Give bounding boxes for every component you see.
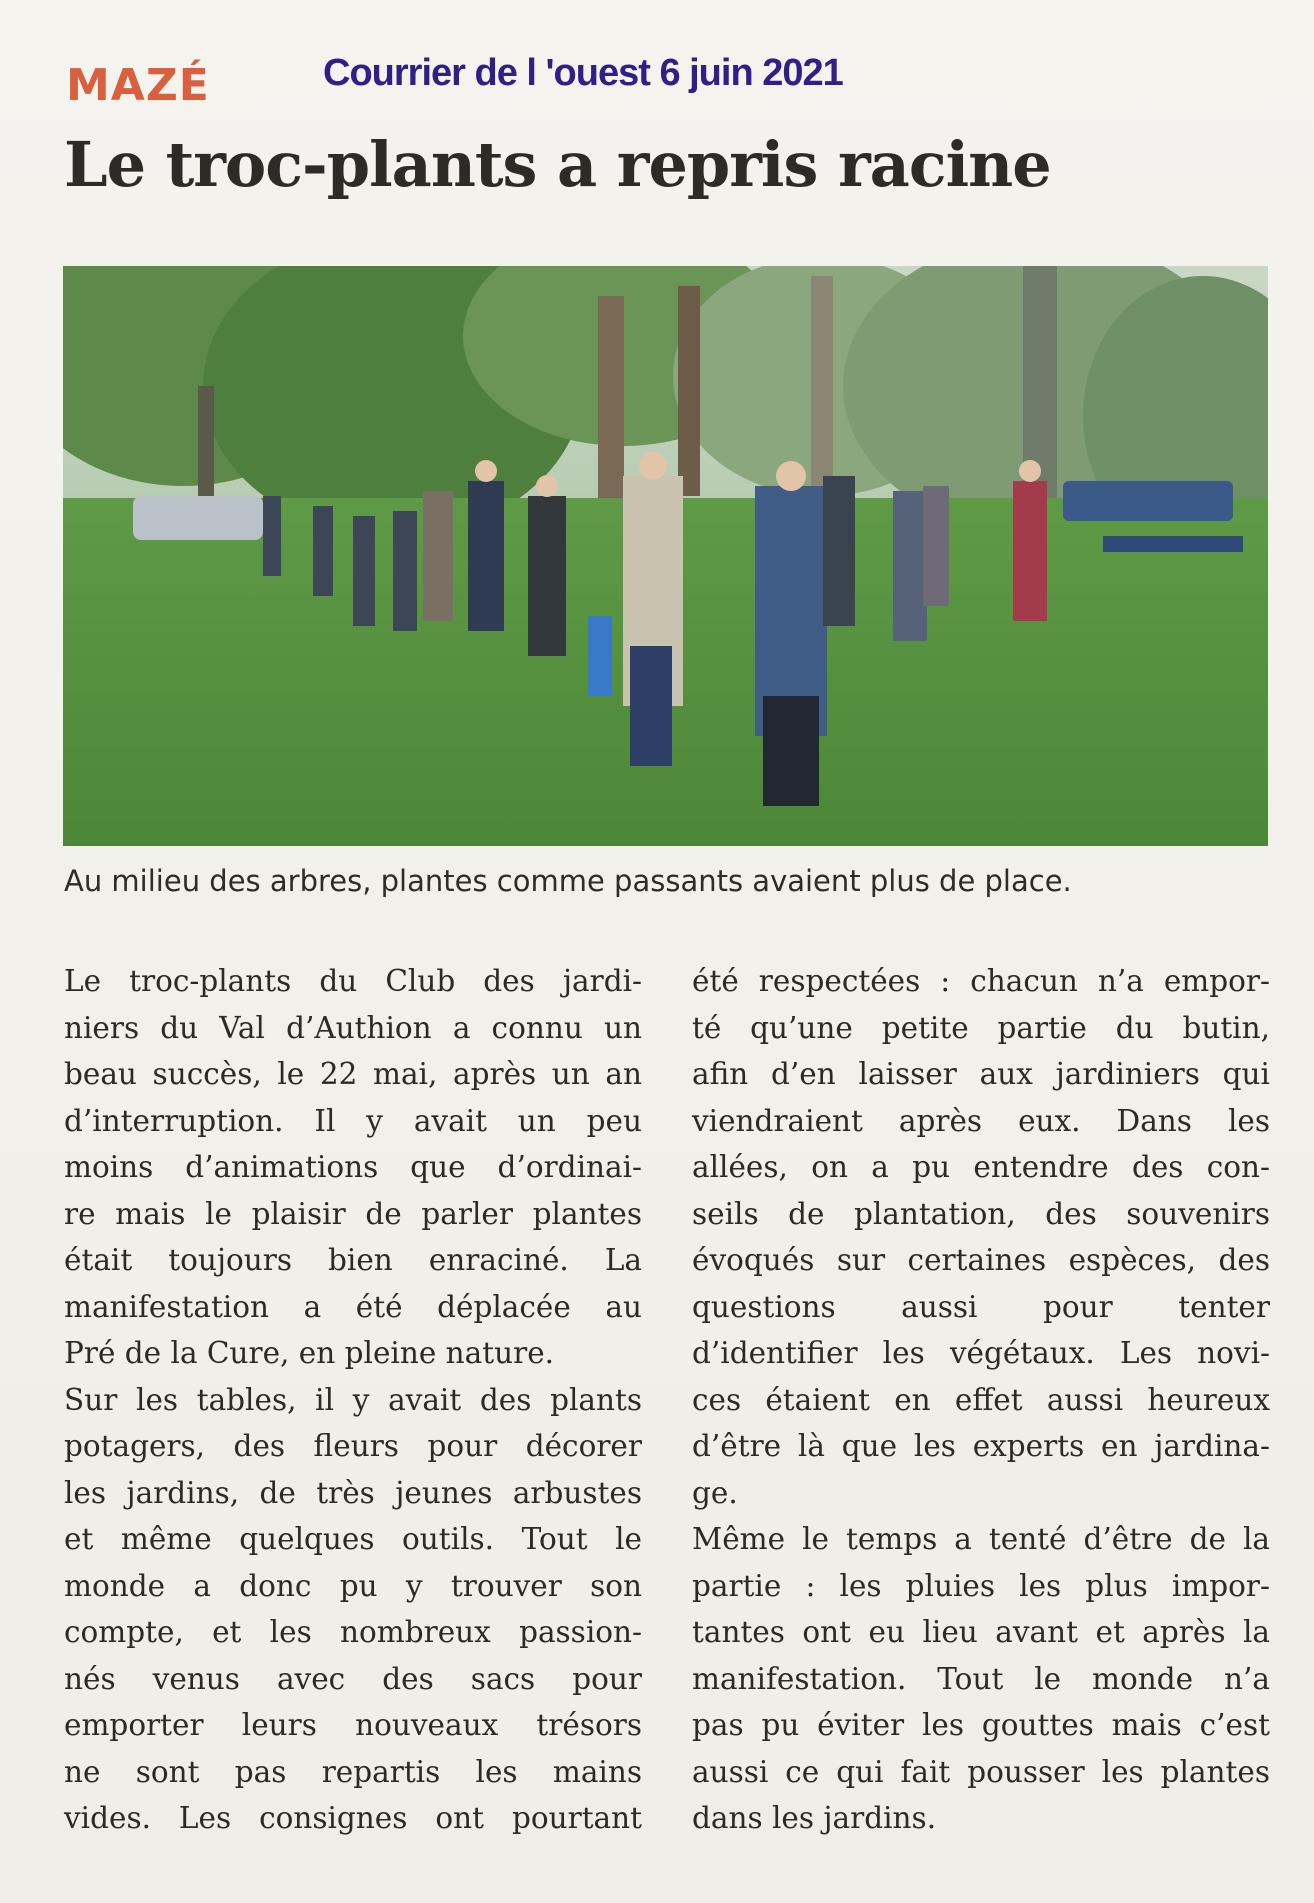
headline: Le troc-plants a repris racine [64, 128, 1051, 201]
text-line: ge. [692, 1475, 738, 1510]
text-line: tantes ont eu lieu avant et après la [692, 1615, 1270, 1649]
text-line: Sur les tables, il y avait des plants [64, 1382, 642, 1417]
text-line: été respectées : chacun n’a empor- [692, 964, 1270, 998]
text-line: compte, et les nombreux passion- [64, 1615, 642, 1649]
text-line: aussi ce qui fait pousser les plantes [692, 1754, 1270, 1789]
text-line: niers du Val d’Authion a connu un [64, 1010, 642, 1045]
text-line: partie : les pluies les plus impor- [692, 1568, 1270, 1603]
source-line: Courrier de l 'ouest 6 juin 2021 [323, 52, 843, 94]
text-line: potagers, des fleurs pour décorer [64, 1429, 642, 1463]
text-line: d’identifier les végétaux. Les novi- [692, 1336, 1270, 1370]
text-line: allées, on a pu entendre des con- [692, 1150, 1270, 1184]
photo-caption: Au milieu des arbres, plantes comme passants avaient plus de place. [64, 864, 1072, 898]
text-line: viendraient après eux. Dans les [692, 1103, 1270, 1138]
text-line: seils de plantation, des souvenirs [692, 1196, 1270, 1231]
text-line: vides. Les consignes ont pourtant [64, 1801, 642, 1835]
photo-icon [63, 266, 1268, 846]
text-line: évoqués sur certaines espèces, des [692, 1243, 1270, 1277]
text-line: les jardins, de très jeunes arbustes [64, 1475, 642, 1510]
article-column-right [692, 958, 1270, 1842]
text-line: Même le temps a tenté d’être de la [692, 1522, 1270, 1556]
text-line: Le troc-plants du Club des jardi- [64, 964, 642, 998]
text-line: et même quelques outils. Tout le [64, 1522, 642, 1556]
text-line: moins d’animations que d’ordinai- [64, 1150, 642, 1184]
text-line: nés venus avec des sacs pour [64, 1661, 642, 1696]
text-line: manifestation a été déplacée au [64, 1289, 642, 1324]
text-line: té qu’une petite partie du butin, [692, 1010, 1270, 1045]
text-line: d’être là que les experts en jardina- [692, 1429, 1270, 1463]
text-line: ces étaient en effet aussi heureux [692, 1382, 1270, 1417]
text-line: dans les jardins. [692, 1801, 937, 1835]
text-line: Pré de la Cure, en pleine nature. [64, 1336, 555, 1370]
text-line: re mais le plaisir de parler plantes [64, 1196, 642, 1231]
section-kicker: MAZÉ [66, 60, 210, 111]
text-line: ne sont pas repartis les mains [64, 1754, 642, 1789]
text-line: était toujours bien enraciné. La [64, 1243, 642, 1277]
article-photo [63, 266, 1268, 846]
text-line: beau succès, le 22 mai, après un an [64, 1057, 642, 1091]
text-line: afin d’en laisser aux jardiniers qui [692, 1057, 1270, 1091]
text-line: d’interruption. Il y avait un peu [64, 1103, 642, 1138]
text-line: questions aussi pour tenter [692, 1289, 1270, 1324]
text-line: monde a donc pu y trouver son [64, 1568, 642, 1603]
article-column-left [64, 958, 642, 1842]
text-line: emporter leurs nouveaux trésors [64, 1708, 642, 1742]
text-line: manifestation. Tout le monde n’a [692, 1661, 1270, 1696]
text-line: pas pu éviter les gouttes mais c’est [692, 1708, 1270, 1742]
